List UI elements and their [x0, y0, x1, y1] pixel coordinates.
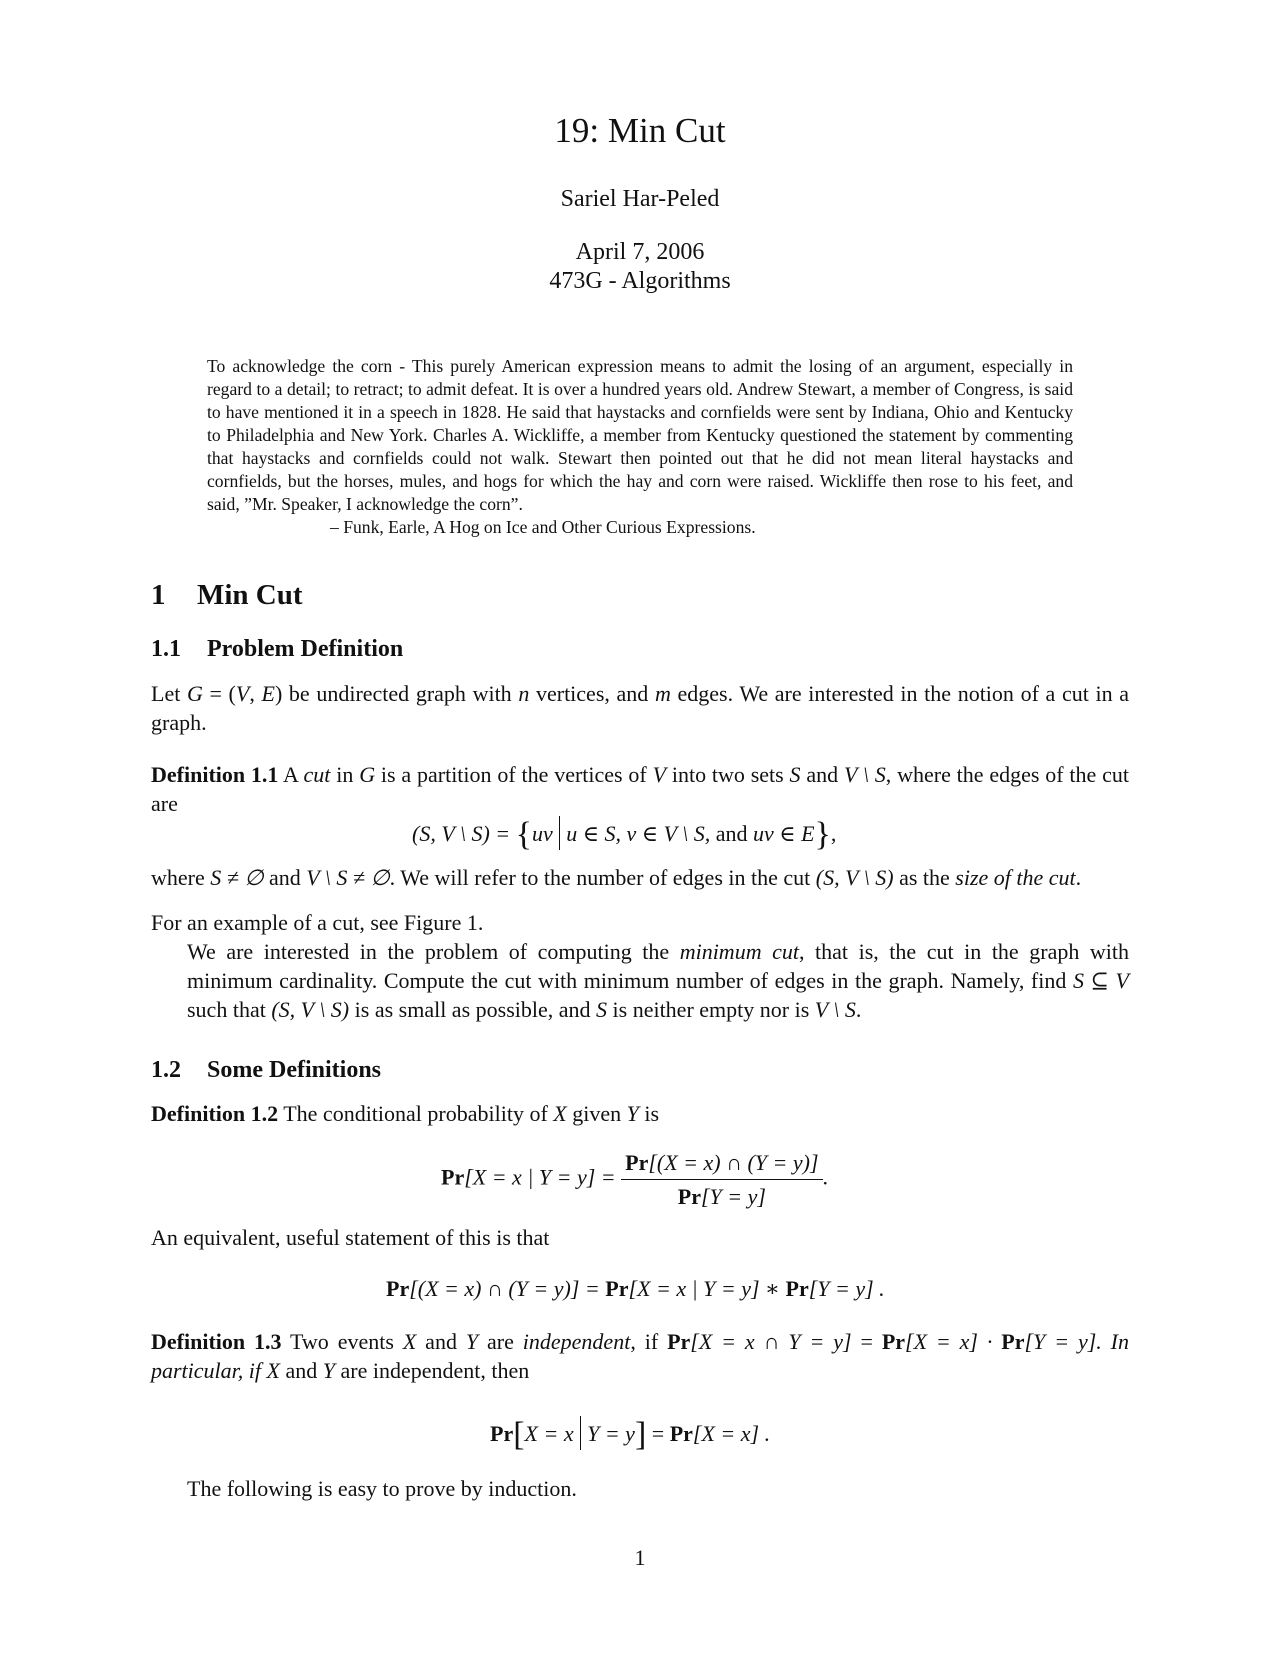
- math: [(X = x) ∩ (Y = y)]: [648, 1150, 819, 1175]
- paragraph-example: [151, 908, 1129, 1024]
- text: and: [416, 1329, 466, 1354]
- text: is neither empty nor is: [607, 997, 815, 1022]
- definition-label: Definition 1.2: [151, 1101, 279, 1126]
- definition-label: Definition 1.3: [151, 1329, 282, 1354]
- math: n: [518, 681, 530, 706]
- equation-product: [386, 1274, 885, 1303]
- subsection-number: 1.1: [151, 636, 181, 662]
- text: The conditional probability of: [278, 1101, 554, 1126]
- math: [X = x | Y = y] =: [464, 1164, 622, 1190]
- set-bar: [559, 816, 561, 850]
- text: where: [151, 865, 211, 890]
- text: and: [279, 1358, 323, 1383]
- text: =: [851, 1329, 882, 1354]
- equation-independence: [490, 1416, 771, 1453]
- math: uv: [531, 821, 553, 846]
- text: , if: [630, 1329, 668, 1354]
- pr-operator: Pr: [669, 1421, 693, 1446]
- fraction: [621, 1148, 822, 1211]
- math: E: [261, 681, 275, 706]
- math: [X = x] ·: [905, 1329, 1002, 1354]
- emph: cut: [303, 762, 331, 787]
- equation-cut: [412, 816, 837, 853]
- text: is: [638, 1101, 660, 1126]
- text: ,: [249, 681, 262, 706]
- math: G: [359, 762, 376, 787]
- math: uv ∈ E: [753, 821, 815, 846]
- text: given: [566, 1101, 627, 1126]
- text: such that: [187, 997, 272, 1022]
- fraction-numerator: [621, 1148, 822, 1180]
- subsection-number: 1.2: [151, 1057, 181, 1083]
- pr-operator: Pr: [785, 1276, 809, 1301]
- math: [Y = y] .: [808, 1276, 885, 1301]
- brace-left: {: [515, 816, 532, 853]
- text: = (: [202, 681, 236, 706]
- paper-author: Sariel Har-Peled: [560, 186, 720, 212]
- math: S ≠ ∅: [210, 865, 264, 890]
- math: (S, V \ S) =: [412, 821, 516, 846]
- epigraph-source: – Funk, Earle, A Hog on Ice and Other Curious Expressions.: [330, 517, 756, 537]
- text: A: [278, 762, 304, 787]
- math: Y: [465, 1329, 479, 1354]
- text: into two sets: [666, 762, 790, 787]
- bracket-left: [: [513, 1416, 525, 1453]
- pr-operator: Pr: [667, 1329, 691, 1354]
- math: [X = x | Y = y] ∗: [628, 1276, 786, 1301]
- text: .: [1075, 865, 1082, 890]
- text: is a partition of the vertices of: [375, 762, 653, 787]
- math: X = x: [524, 1421, 574, 1446]
- section-heading: [151, 578, 1129, 612]
- text: is as small as possible, and: [349, 997, 597, 1022]
- paper-date: April 7, 2006: [575, 239, 705, 265]
- text: in: [330, 762, 360, 787]
- definition-1-1-cont: [151, 863, 1129, 892]
- definition-1-1: [151, 760, 1129, 818]
- math: [Y = y]: [700, 1184, 766, 1209]
- emph: size of the cut: [955, 865, 1076, 890]
- definition-1-2: [151, 1099, 1129, 1128]
- subsection-heading: [151, 1055, 1129, 1085]
- math: V \ S ≠ ∅: [306, 865, 390, 890]
- text: Let: [151, 681, 187, 706]
- math: [X = x ∩ Y = y]: [690, 1329, 852, 1354]
- text: , that is, the cut in the graph with minimum cardinality. Compute the cut with minimum number of edges in the graph. Namely, find: [187, 939, 1129, 993]
- math: u ∈ S, v ∈ V \ S,: [566, 821, 711, 846]
- text: and: [263, 865, 307, 890]
- pr-operator: Pr: [1001, 1329, 1025, 1354]
- math: m: [654, 681, 671, 706]
- paragraph-equivalent: An equivalent, useful statement of this is that: [151, 1225, 550, 1250]
- pr-operator: Pr: [605, 1276, 629, 1301]
- text: .: [822, 1164, 829, 1190]
- math: [X = x] .: [692, 1421, 771, 1446]
- text: . We will refer to the number of edges in the cut: [389, 865, 816, 890]
- paragraph-induction: [151, 1474, 1129, 1503]
- math: X: [266, 1358, 280, 1383]
- text: and: [800, 762, 844, 787]
- conditional-bar: [580, 1416, 582, 1450]
- text: ) be undirected graph with: [274, 681, 519, 706]
- section-number: 1: [151, 579, 166, 611]
- math: V \ S: [843, 762, 886, 787]
- equation-conditional: [441, 1148, 828, 1211]
- text: For an example of a cut, see Figure 1.: [151, 910, 484, 935]
- page-number: 1: [634, 1545, 646, 1570]
- math: Y: [626, 1101, 639, 1126]
- math: Y: [322, 1358, 335, 1383]
- pr-operator: Pr: [881, 1329, 906, 1354]
- paragraph-minimum-cut: [151, 937, 1129, 1024]
- bracket-right: ]: [634, 1416, 647, 1453]
- math: G: [186, 681, 203, 706]
- math: S ⊆ V: [1072, 968, 1129, 993]
- math: V: [235, 681, 250, 706]
- text: ,: [830, 821, 837, 846]
- text: Two events: [281, 1329, 403, 1354]
- math: X: [553, 1101, 567, 1126]
- paper-title: 19: Min Cut: [554, 111, 726, 150]
- math: S: [789, 762, 801, 787]
- definition-label: Definition 1.1: [151, 762, 279, 787]
- text: vertices, and: [529, 681, 655, 706]
- text: and: [715, 821, 748, 846]
- math: V: [652, 762, 667, 787]
- math: S: [596, 997, 608, 1022]
- math: X: [402, 1329, 417, 1354]
- epigraph-text: To acknowledge the corn - This purely American expression means to admit the losing of an argument, especially in regard to a detail; to retract; to admit defeat. It is over a hundred years old. Andrew Stewart, a member of Congress, is said to have mentioned it in a speech in 1828. He said that haystacks and cornfields were sent by Indiana, Ohio and Kentucky to Philadelphia and New York. Charles A. Wickliffe, a member from Kentucky questioned the statement by commenting that haystacks and cornfields could not walk. Stewart then pointed out that he did not mean literal haystacks and cornfields, but the horses, mules, and hogs for which the hay and corn were raised. Wickliffe then rose to his feet, and said, ”Mr. Speaker, I acknowledge the corn”.: [207, 356, 1073, 514]
- subsection-heading: [151, 634, 1129, 664]
- paper-course: 473G - Algorithms: [549, 268, 731, 294]
- text: are independent, then: [334, 1358, 530, 1383]
- fraction-denominator: [621, 1180, 822, 1211]
- math: Y = y: [587, 1421, 635, 1446]
- math: (S, V \ S): [271, 997, 350, 1022]
- pr-operator: Pr: [677, 1184, 701, 1209]
- section-title: Min Cut: [197, 579, 303, 611]
- math: [(X = x) ∩ (Y = y)] =: [409, 1276, 606, 1301]
- math: V \ S: [814, 997, 856, 1022]
- text: .: [855, 997, 862, 1022]
- brace-right: }: [814, 816, 831, 853]
- emph: minimum cut: [679, 939, 799, 964]
- definition-1-3: [151, 1327, 1129, 1385]
- text: as the: [893, 865, 956, 890]
- text: =: [646, 1421, 670, 1446]
- math: (S, V \ S): [815, 865, 894, 890]
- pr-operator: Pr: [386, 1276, 410, 1301]
- text: are: [478, 1329, 523, 1354]
- subsection-title: Problem Definition: [207, 636, 404, 662]
- emph: independent: [522, 1329, 631, 1354]
- paragraph-intro: [151, 679, 1129, 737]
- subsection-title: Some Definitions: [207, 1057, 381, 1083]
- text: We are interested in the problem of computing the: [187, 939, 680, 964]
- text: The following is easy to prove by induction.: [187, 1476, 577, 1501]
- pr-operator: Pr: [441, 1164, 465, 1190]
- pr-operator: Pr: [625, 1150, 649, 1175]
- pr-operator: Pr: [490, 1421, 514, 1446]
- text: edges. We are interested in the notion of a cut in a graph.: [151, 681, 1130, 735]
- math: [Y = y]. In particular, if: [151, 1329, 1130, 1383]
- text: , where the edges of the cut are: [151, 762, 1129, 816]
